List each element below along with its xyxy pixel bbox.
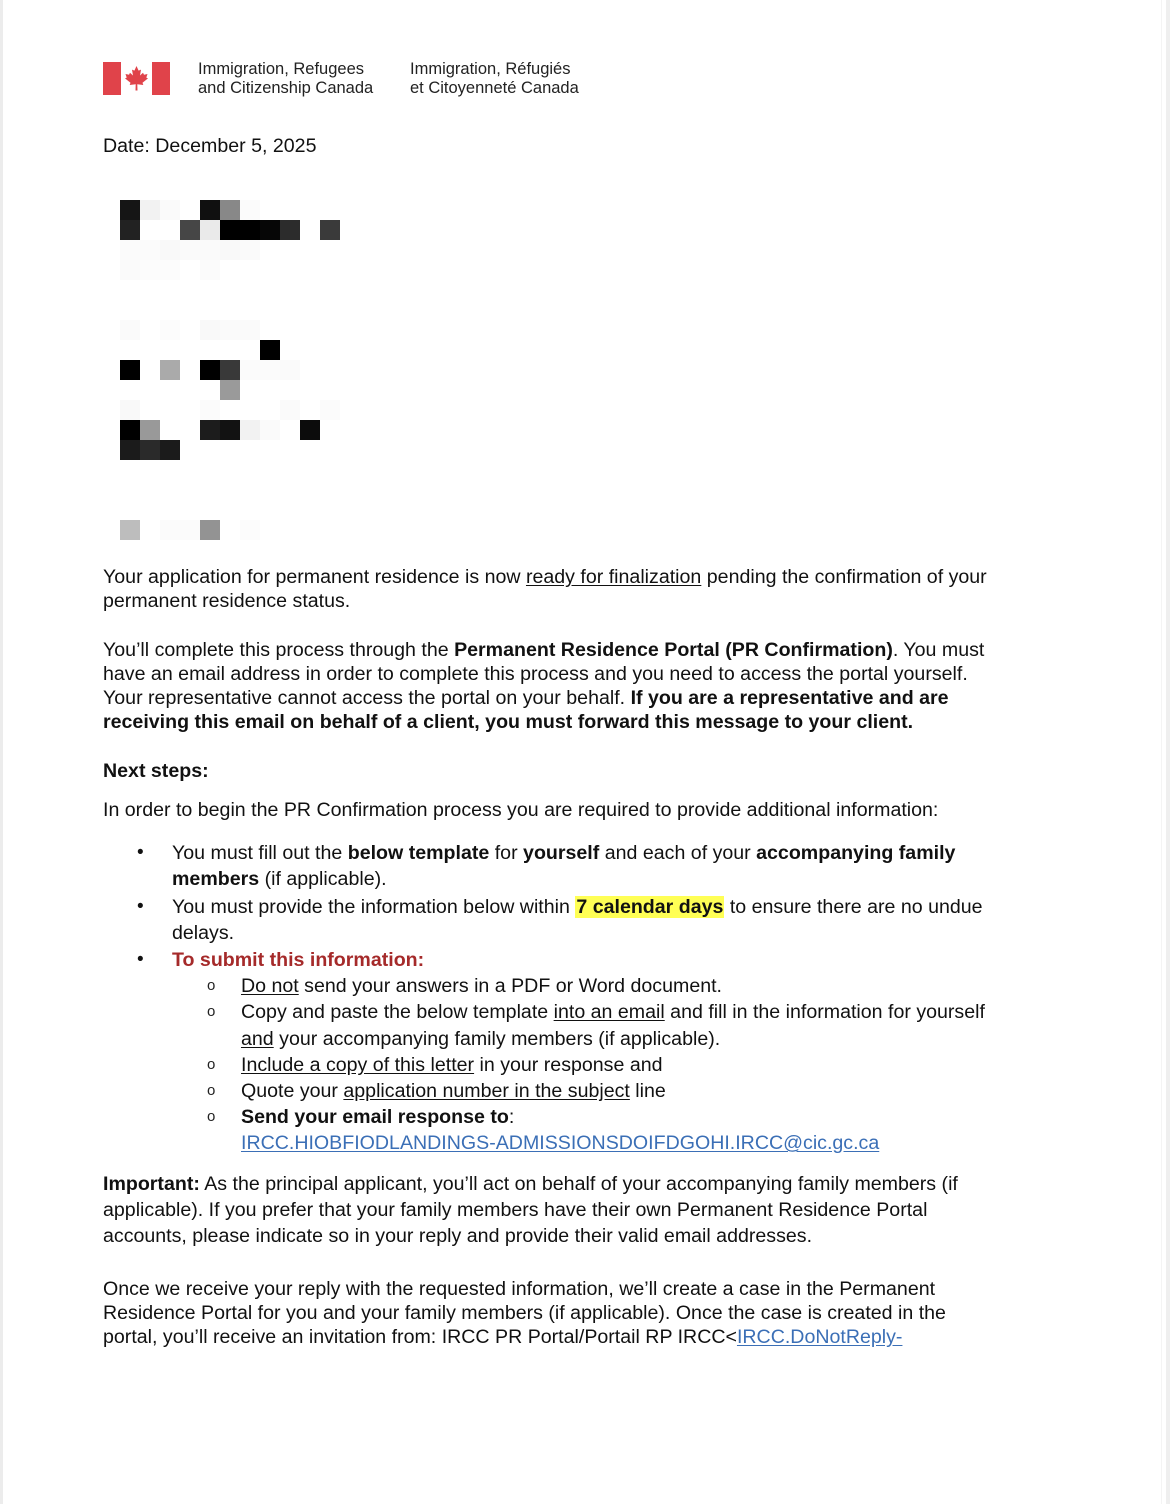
org-name-english: [198, 60, 373, 98]
sub-bullet2-line1: [241, 1000, 985, 1024]
text: pending the confirmation of your: [701, 566, 987, 588]
sub-bullet-icon: o: [207, 1108, 216, 1125]
sub-bullet-icon: o: [207, 1056, 216, 1073]
text: (if applicable).: [259, 868, 387, 890]
text: portal, you’ll receive an invitation from: IRCC PR Portal/Portail RP IRCC<: [103, 1326, 737, 1348]
text: and fill in the information for yourself: [664, 1001, 985, 1023]
text: . You must: [892, 639, 985, 661]
text: You’ll complete this process through the: [103, 639, 455, 661]
bullet-icon: •: [137, 896, 144, 917]
canada-flag-logo: [103, 62, 170, 95]
bullet1-line2: [172, 867, 387, 891]
letter-date: Date: December 5, 2025: [103, 135, 317, 157]
bold-text: members: [172, 868, 260, 890]
bullet2-line2: delays.: [172, 922, 235, 944]
sub-bullet3: [241, 1053, 663, 1077]
text: send your answers in a PDF or Word document.: [298, 975, 722, 997]
donotreply-email-link[interactable]: IRCC.DoNotReply-: [736, 1326, 903, 1348]
bullet2-line1: [172, 895, 983, 919]
underlined-text: application number in the subject: [343, 1080, 630, 1102]
text: :: [508, 1106, 515, 1128]
bullet1-line1: [172, 841, 955, 865]
para1-line2: permanent residence status.: [103, 590, 351, 612]
sub-bullet2-line2: [241, 1027, 720, 1051]
representative-notice-bold: If you are a representative and are: [630, 687, 949, 709]
text: in your response and: [474, 1054, 663, 1076]
bullet-icon: •: [137, 842, 144, 863]
next-steps-intro: In order to begin the PR Confirmation process you are required to provide additional information:: [103, 799, 939, 821]
sub-bullet-icon: o: [207, 1082, 216, 1099]
org-name-french-line1: Immigration, Réfugiés: [410, 60, 571, 78]
org-name-english-line1: Immigration, Refugees: [198, 60, 364, 78]
representative-notice-bold: receiving this email on behalf of a client, you must forward this message to your client.: [103, 711, 914, 733]
para2-line3: [103, 686, 949, 710]
portal-name-bold: Permanent Residence Portal (PR Confirmation): [454, 639, 893, 661]
heading-text: Next steps:: [103, 760, 209, 782]
text: your accompanying family members (if applicable).: [273, 1028, 721, 1050]
next-steps-heading: [103, 759, 209, 783]
para2-line2: have an email address in order to complete this process and you need to access the portal yourself.: [103, 663, 968, 685]
ready-for-finalization-text: ready for finalization: [525, 566, 702, 588]
org-name-french: [410, 60, 579, 98]
sub-bullet-icon: o: [207, 977, 216, 994]
text: Your representative cannot access the portal on your behalf.: [103, 687, 631, 709]
text: Copy and paste the below template: [241, 1001, 554, 1023]
page-edge-right: [1166, 0, 1170, 1504]
text: to ensure there are no undue: [724, 896, 983, 918]
para2-line4: [103, 710, 913, 734]
sub-bullet4: [241, 1079, 666, 1103]
text: As the principal applicant, you’ll act on behalf of your accompanying family members (if: [199, 1173, 958, 1195]
important-line2: applicable). If you prefer that your family members have their own Permanent Residence Portal: [103, 1199, 928, 1221]
closing-line1: Once we receive your reply with the requested information, we’ll create a case in the Permanent: [103, 1278, 936, 1300]
text: Your application for permanent residence is now: [103, 566, 526, 588]
text: You must provide the information below within: [172, 896, 576, 918]
text: Quote your: [241, 1080, 344, 1102]
bold-text: accompanying family: [756, 842, 956, 864]
underlined-text: Do not: [241, 975, 299, 997]
bullet-icon: •: [137, 949, 144, 970]
closing-line3: [103, 1325, 902, 1349]
text: and each of your: [599, 842, 757, 864]
bold-text: below template: [347, 842, 490, 864]
text: You must fill out the: [172, 842, 348, 864]
org-name-french-line2: et Citoyenneté Canada: [410, 79, 579, 97]
submit-info-heading: To submit this information:: [172, 949, 425, 971]
sub-bullet-icon: o: [207, 1003, 216, 1020]
sub-bullet5-line2: [241, 1131, 879, 1155]
bold-text: Send your email response to: [241, 1106, 509, 1128]
org-name-english-line2: and Citizenship Canada: [198, 79, 374, 97]
page-edge-right-line: [1161, 0, 1162, 1504]
para2-line1: [103, 638, 984, 662]
text: line: [629, 1080, 666, 1102]
important-line3: accounts, please indicate so in your reply and provide their valid email addresses.: [103, 1225, 813, 1247]
underlined-text: and: [241, 1028, 274, 1050]
important-label: Important:: [103, 1173, 200, 1195]
important-line1: [103, 1172, 958, 1196]
response-email-link[interactable]: IRCC.HIOBFIODLANDINGS-ADMISSIONSDOIFDGOHI.IRCC@cic.gc.ca: [241, 1132, 880, 1154]
deadline-highlight: 7 calendar days: [576, 896, 724, 918]
underlined-text: Include a copy of this letter: [241, 1054, 475, 1076]
bold-text: yourself: [523, 842, 600, 864]
underlined-text: into an email: [553, 1001, 665, 1023]
closing-line2: Residence Portal for you and your family members (if applicable). Once the case is created in the: [103, 1302, 946, 1324]
sub-bullet5-line1: [241, 1105, 514, 1129]
para1-line1: [103, 565, 987, 589]
page-edge-left: [0, 0, 3, 1504]
text: for: [489, 842, 524, 864]
sub-bullet1: [241, 974, 722, 998]
